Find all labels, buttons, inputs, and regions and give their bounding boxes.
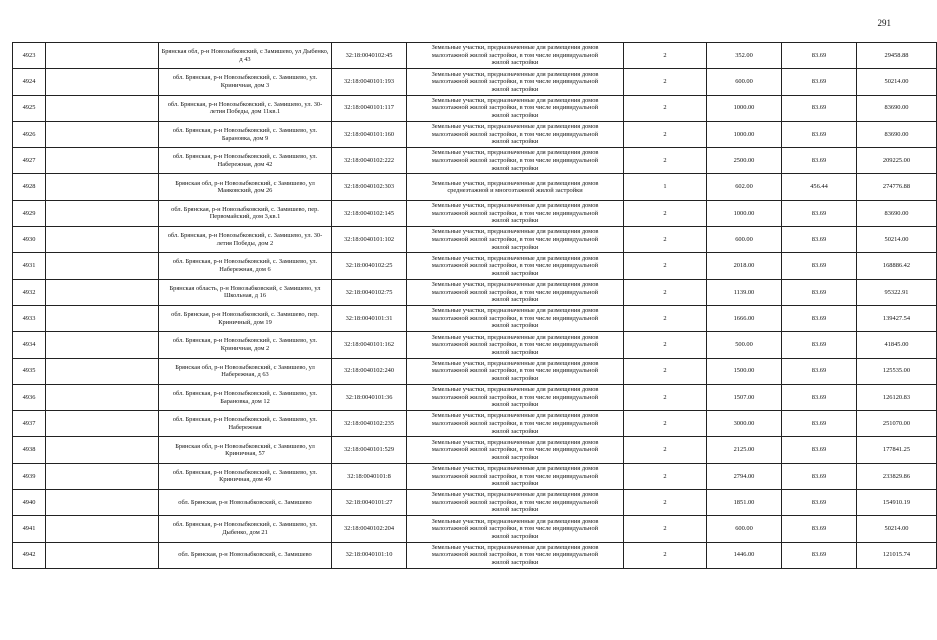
land-use-line: малоэтажной жилой застройки, в том числе индивидуальной: [431, 446, 599, 454]
cadastral-value-cell: 50214.00: [857, 227, 937, 253]
land-use-line: Земельные участки, предназначенные для размещения домов: [431, 179, 599, 187]
land-registry-table: [12, 42, 937, 569]
address-cell: обл. Брянская, р-н Новозыбковский, с. Замишево, ул. 30-летия Победы, дом 2: [159, 227, 332, 253]
blank-cell: [46, 490, 159, 516]
blank-cell: [46, 95, 159, 121]
cadastral-number-cell: 32:18:0040101:160: [332, 121, 407, 147]
land-use-line: малоэтажной жилой застройки, в том числе индивидуальной: [431, 393, 599, 401]
address-cell: обл. Брянская, р-н Новозыбковский, с. Замишево, пер. Первомайский, дом 3,кв.1: [159, 200, 332, 226]
blank-cell: [46, 174, 159, 200]
table-row: [13, 463, 937, 489]
category-cell: 2: [624, 69, 707, 95]
area-cell: 1507.00: [707, 384, 782, 410]
category-cell: 2: [624, 463, 707, 489]
address-cell: Брянская обл, р-н Новозыбковский, с Замишево, ул Дыбенко, д 43: [159, 43, 332, 69]
land-use-cell: [407, 200, 624, 226]
area-cell: 2125.00: [707, 437, 782, 463]
row-number-cell: 4932: [13, 279, 46, 305]
blank-cell: [46, 305, 159, 331]
category-cell: 2: [624, 148, 707, 174]
land-use-line: Земельные участки, предназначенные для размещения домов: [431, 386, 599, 394]
blank-cell: [46, 463, 159, 489]
table-row: [13, 43, 937, 69]
address-cell: обл. Брянская, р-н Новозыбковский, с. Замишево, ул. Набережная: [159, 411, 332, 437]
specific-value-cell: 83.69: [782, 411, 857, 437]
row-number-cell: 4924: [13, 69, 46, 95]
land-use-line: жилой застройки: [491, 348, 539, 356]
land-use-line: Земельные участки, предназначенные для размещения домов: [431, 491, 599, 499]
category-cell: 2: [624, 43, 707, 69]
cadastral-value-cell: 177841.25: [857, 437, 937, 463]
cadastral-value-cell: 251070.00: [857, 411, 937, 437]
land-use-line: Земельные участки, предназначенные для размещения домов: [431, 307, 599, 315]
land-use-line: Земельные участки, предназначенные для размещения домов: [431, 438, 599, 446]
specific-value-cell: 83.69: [782, 358, 857, 384]
land-use-cell: [407, 437, 624, 463]
land-use-line: жилой застройки: [491, 322, 539, 330]
land-use-line: Земельные участки, предназначенные для размещения домов: [431, 465, 599, 472]
address-cell: обл. Брянская, р-н Новозыбковский, с. Замишево: [159, 542, 332, 568]
land-use-cell: [407, 305, 624, 331]
cadastral-value-cell: 83690.00: [857, 95, 937, 121]
land-use-line: Земельные участки, предназначенные для размещения домов: [431, 412, 599, 420]
table-row: [13, 121, 937, 147]
land-use-cell: [407, 332, 624, 358]
land-use-line: Земельные участки, предназначенные для размещения домов: [431, 333, 599, 341]
land-use-line: Земельные участки, предназначенные для размещения домов: [431, 202, 599, 210]
cadastral-number-cell: 32:18:0040102:235: [332, 411, 407, 437]
blank-cell: [46, 121, 159, 147]
category-cell: 2: [624, 542, 707, 568]
table-row: [13, 200, 937, 226]
cadastral-number-cell: 32:18:0040102:45: [332, 43, 407, 69]
category-cell: 2: [624, 305, 707, 331]
area-cell: 352.00: [707, 43, 782, 69]
cadastral-value-cell: 125535.00: [857, 358, 937, 384]
land-use-line: малоэтажной жилой застройки, в том числе индивидуальной: [431, 130, 599, 138]
area-cell: 2018.00: [707, 253, 782, 279]
address-cell: обл. Брянская, р-н Новозыбковский, с. Замишево, пер. Криничный, дом 19: [159, 305, 332, 331]
area-cell: 1446.00: [707, 542, 782, 568]
category-cell: 2: [624, 516, 707, 542]
table-row: [13, 516, 937, 542]
land-use-cell: [407, 516, 624, 542]
area-cell: 600.00: [707, 516, 782, 542]
cadastral-value-cell: 29458.88: [857, 43, 937, 69]
land-use-line: жилой застройки: [491, 427, 539, 435]
land-use-line: жилой застройки: [491, 375, 539, 382]
land-use-cell: [407, 43, 624, 69]
cadastral-number-cell: 32:18:0040101:36: [332, 384, 407, 410]
blank-cell: [46, 516, 159, 542]
table-row: [13, 490, 937, 516]
land-use-line: Земельные участки, предназначенные для размещения домов: [431, 280, 599, 288]
specific-value-cell: 83.69: [782, 227, 857, 253]
land-use-line: малоэтажной жилой застройки, в том числе индивидуальной: [431, 341, 599, 349]
cadastral-value-cell: 274776.88: [857, 174, 937, 200]
cadastral-value-cell: 209225.00: [857, 148, 937, 174]
cadastral-value-cell: 50214.00: [857, 516, 937, 542]
land-use-line: жилой застройки: [491, 559, 539, 567]
category-cell: 2: [624, 200, 707, 226]
land-use-cell: [407, 253, 624, 279]
land-use-line: малоэтажной жилой застройки, в том числе индивидуальной: [431, 157, 599, 165]
blank-cell: [46, 69, 159, 95]
table-row: [13, 542, 937, 568]
cadastral-value-cell: 50214.00: [857, 69, 937, 95]
blank-cell: [46, 411, 159, 437]
cadastral-number-cell: 32:18:0040101:27: [332, 490, 407, 516]
blank-cell: [46, 358, 159, 384]
cadastral-value-cell: 83690.00: [857, 200, 937, 226]
land-use-line: Земельные участки, предназначенные для размещения домов: [431, 70, 599, 78]
area-cell: 1000.00: [707, 121, 782, 147]
land-use-line: жилой застройки: [491, 138, 539, 146]
land-use-cell: [407, 227, 624, 253]
land-use-line: Земельные участки, предназначенные для размещения домов: [431, 517, 599, 525]
area-cell: 2794.00: [707, 463, 782, 489]
row-number-cell: 4926: [13, 121, 46, 147]
table-row: [13, 227, 937, 253]
table-row: [13, 174, 937, 200]
row-number-cell: 4940: [13, 490, 46, 516]
address-cell: обл. Брянская, р-н Новозыбковский, с. Замишево, ул. Набережная, дом 42: [159, 148, 332, 174]
land-use-line: Земельные участки, предназначенные для размещения домов: [431, 44, 599, 52]
area-cell: 2500.00: [707, 148, 782, 174]
cadastral-value-cell: 168886.42: [857, 253, 937, 279]
specific-value-cell: 83.69: [782, 200, 857, 226]
row-number-cell: 4937: [13, 411, 46, 437]
address-cell: обл. Брянская, р-н Новозыбковский, с. Замишево, ул. Криничная, дом 3: [159, 69, 332, 95]
land-use-line: малоэтажной жилой застройки, в том числе индивидуальной: [431, 262, 599, 270]
table-row: [13, 358, 937, 384]
address-cell: обл. Брянская, р-н Новозыбковский, с. Замишево: [159, 490, 332, 516]
land-use-line: среднеэтажной и многоэтажной жилой застройки: [447, 187, 583, 195]
table-row: [13, 279, 937, 305]
land-use-line: жилой застройки: [491, 243, 539, 251]
row-number-cell: 4930: [13, 227, 46, 253]
blank-cell: [46, 542, 159, 568]
category-cell: 2: [624, 490, 707, 516]
address-cell: обл. Брянская, р-н Новозыбковский, с. Замишево, ул. Барановка, дом 9: [159, 121, 332, 147]
category-cell: 2: [624, 279, 707, 305]
land-use-line: малоэтажной жилой застройки, в том числе индивидуальной: [431, 104, 599, 112]
cadastral-value-cell: 126120.83: [857, 384, 937, 410]
land-use-line: Земельные участки, предназначенные для размещения домов: [431, 228, 599, 236]
cadastral-number-cell: 32:18:0040101:529: [332, 437, 407, 463]
category-cell: 2: [624, 437, 707, 463]
row-number-cell: 4942: [13, 542, 46, 568]
land-use-line: Земельные участки, предназначенные для размещения домов: [431, 149, 599, 157]
specific-value-cell: 456.44: [782, 174, 857, 200]
land-use-line: малоэтажной жилой застройки, в том числе индивидуальной: [431, 367, 599, 375]
specific-value-cell: 83.69: [782, 43, 857, 69]
category-cell: 2: [624, 253, 707, 279]
category-cell: 2: [624, 227, 707, 253]
land-use-cell: [407, 279, 624, 305]
land-use-line: малоэтажной жилой застройки, в том числе индивидуальной: [431, 209, 599, 217]
category-cell: 2: [624, 384, 707, 410]
blank-cell: [46, 437, 159, 463]
row-number-cell: 4939: [13, 463, 46, 489]
specific-value-cell: 83.69: [782, 279, 857, 305]
address-cell: Брянская обл, р-н Новозыбковский, с Замишево, ул Криничная, 57: [159, 437, 332, 463]
land-use-line: малоэтажной жилой застройки, в том числе индивидуальной: [431, 314, 599, 322]
area-cell: 600.00: [707, 227, 782, 253]
land-use-line: жилой застройки: [491, 480, 539, 488]
cadastral-number-cell: 32:18:0040101:31: [332, 305, 407, 331]
address-cell: обл. Брянская, р-н Новозыбковский, с. Замишево, ул. Барановка, дом 12: [159, 384, 332, 410]
land-use-cell: [407, 411, 624, 437]
land-use-cell: [407, 174, 624, 200]
specific-value-cell: 83.69: [782, 490, 857, 516]
land-use-cell: [407, 95, 624, 121]
land-use-line: жилой застройки: [491, 85, 539, 93]
address-cell: обл. Брянская, р-н Новозыбковский, с. Замишево, ул. Криничная, дом 2: [159, 332, 332, 358]
land-use-line: малоэтажной жилой застройки, в том числе индивидуальной: [431, 551, 599, 559]
land-use-line: малоэтажной жилой застройки, в том числе индивидуальной: [431, 420, 599, 427]
land-use-cell: [407, 121, 624, 147]
blank-cell: [46, 227, 159, 253]
land-use-line: Земельные участки, предназначенные для размещения домов: [431, 96, 599, 104]
category-cell: 2: [624, 411, 707, 437]
cadastral-number-cell: 32:18:0040102:240: [332, 358, 407, 384]
cadastral-value-cell: 41845.00: [857, 332, 937, 358]
cadastral-number-cell: 32:18:0040102:145: [332, 200, 407, 226]
table-row: [13, 305, 937, 331]
cadastral-number-cell: 32:18:0040101:193: [332, 69, 407, 95]
blank-cell: [46, 200, 159, 226]
cadastral-number-cell: 32:18:0040102:25: [332, 253, 407, 279]
table-row: [13, 148, 937, 174]
blank-cell: [46, 384, 159, 410]
category-cell: 2: [624, 95, 707, 121]
address-cell: Брянская область, р-н Новозыбковский, с Замишево, ул Школьная, д 16: [159, 279, 332, 305]
address-cell: Брянская обл, р-н Новозыбковский, с Замишево, ул Маяковский, дом 26: [159, 174, 332, 200]
land-use-line: Земельные участки, предназначенные для размещения домов: [431, 543, 599, 551]
cadastral-number-cell: 32:18:0040102:75: [332, 279, 407, 305]
cadastral-value-cell: 154910.19: [857, 490, 937, 516]
cadastral-number-cell: 32:18:0040102:222: [332, 148, 407, 174]
area-cell: 1500.00: [707, 358, 782, 384]
specific-value-cell: 83.69: [782, 305, 857, 331]
cadastral-value-cell: 121015.74: [857, 542, 937, 568]
row-number-cell: 4923: [13, 43, 46, 69]
land-use-line: жилой застройки: [491, 269, 539, 277]
table-row: [13, 384, 937, 410]
row-number-cell: 4927: [13, 148, 46, 174]
address-cell: обл. Брянская, р-н Новозыбковский, с. Замишево, ул. 30-летия Победы, дом 11кв.1: [159, 95, 332, 121]
blank-cell: [46, 253, 159, 279]
cadastral-value-cell: 95322.91: [857, 279, 937, 305]
row-number-cell: 4938: [13, 437, 46, 463]
specific-value-cell: 83.69: [782, 148, 857, 174]
land-use-line: малоэтажной жилой застройки, в том числе индивидуальной: [431, 288, 599, 296]
land-use-cell: [407, 463, 624, 489]
row-number-cell: 4928: [13, 174, 46, 200]
row-number-cell: 4925: [13, 95, 46, 121]
specific-value-cell: 83.69: [782, 95, 857, 121]
blank-cell: [46, 43, 159, 69]
category-cell: 2: [624, 358, 707, 384]
table-row: [13, 411, 937, 437]
cadastral-number-cell: 32:18:0040101:8: [332, 463, 407, 489]
cadastral-number-cell: 32:18:0040102:204: [332, 516, 407, 542]
address-cell: обл. Брянская, р-н Новозыбковский, с. Замишево, ул. Криничная, дом 49: [159, 463, 332, 489]
area-cell: 1666.00: [707, 305, 782, 331]
category-cell: 1: [624, 174, 707, 200]
land-use-cell: [407, 384, 624, 410]
address-cell: обл. Брянская, р-н Новозыбковский, с. Замишево, ул. Дыбенко, дом 21: [159, 516, 332, 542]
page-number: 291: [877, 18, 891, 28]
area-cell: 3000.00: [707, 411, 782, 437]
blank-cell: [46, 148, 159, 174]
land-use-line: малоэтажной жилой застройки, в том числе индивидуальной: [431, 472, 599, 480]
area-cell: 602.00: [707, 174, 782, 200]
row-number-cell: 4941: [13, 516, 46, 542]
cadastral-value-cell: 83690.00: [857, 121, 937, 147]
row-number-cell: 4935: [13, 358, 46, 384]
area-cell: 1000.00: [707, 95, 782, 121]
specific-value-cell: 83.69: [782, 516, 857, 542]
table-row: [13, 69, 937, 95]
specific-value-cell: 83.69: [782, 332, 857, 358]
specific-value-cell: 83.69: [782, 253, 857, 279]
row-number-cell: 4936: [13, 384, 46, 410]
blank-cell: [46, 332, 159, 358]
area-cell: 1851.00: [707, 490, 782, 516]
land-use-line: малоэтажной жилой застройки, в том числе индивидуальной: [431, 525, 599, 533]
category-cell: 2: [624, 332, 707, 358]
area-cell: 500.00: [707, 332, 782, 358]
specific-value-cell: 83.69: [782, 542, 857, 568]
cadastral-value-cell: 139427.54: [857, 305, 937, 331]
table-row: [13, 253, 937, 279]
cadastral-number-cell: 32:18:0040101:162: [332, 332, 407, 358]
blank-cell: [46, 279, 159, 305]
area-cell: 600.00: [707, 69, 782, 95]
land-use-line: Земельные участки, предназначенные для размещения домов: [431, 359, 599, 367]
land-use-cell: [407, 490, 624, 516]
cadastral-number-cell: 32:18:0040101:117: [332, 95, 407, 121]
address-cell: обл. Брянская, р-н Новозыбковский, с. Замишево, ул. Набережная, дом 6: [159, 253, 332, 279]
land-use-cell: [407, 69, 624, 95]
land-use-line: Земельные участки, предназначенные для размещения домов: [431, 254, 599, 262]
row-number-cell: 4931: [13, 253, 46, 279]
land-use-line: малоэтажной жилой застройки, в том числе индивидуальной: [431, 235, 599, 243]
specific-value-cell: 83.69: [782, 463, 857, 489]
cadastral-value-cell: 233829.86: [857, 463, 937, 489]
specific-value-cell: 83.69: [782, 121, 857, 147]
specific-value-cell: 83.69: [782, 437, 857, 463]
table-row: [13, 437, 937, 463]
cadastral-number-cell: 32:18:0040101:102: [332, 227, 407, 253]
land-use-line: жилой застройки: [491, 532, 539, 540]
land-use-line: жилой застройки: [491, 217, 539, 225]
land-use-line: жилой застройки: [491, 453, 539, 461]
cadastral-number-cell: 32:18:0040102:303: [332, 174, 407, 200]
land-use-line: малоэтажной жилой застройки, в том числе индивидуальной: [431, 498, 599, 506]
land-use-line: жилой застройки: [491, 164, 539, 172]
land-use-line: малоэтажной жилой застройки, в том числе индивидуальной: [431, 51, 599, 59]
land-use-cell: [407, 542, 624, 568]
land-use-line: Земельные участки, предназначенные для размещения домов: [431, 123, 599, 131]
land-use-cell: [407, 358, 624, 384]
address-cell: Брянская обл, р-н Новозыбковский, с Замишево, ул Набережная, д 63: [159, 358, 332, 384]
row-number-cell: 4933: [13, 305, 46, 331]
specific-value-cell: 83.69: [782, 384, 857, 410]
row-number-cell: 4929: [13, 200, 46, 226]
land-use-line: жилой застройки: [491, 296, 539, 304]
area-cell: 1139.00: [707, 279, 782, 305]
land-use-line: жилой застройки: [491, 112, 539, 120]
land-use-line: малоэтажной жилой застройки, в том числе индивидуальной: [431, 78, 599, 86]
table-row: [13, 95, 937, 121]
category-cell: 2: [624, 121, 707, 147]
table-body: [13, 43, 937, 569]
table-row: [13, 332, 937, 358]
row-number-cell: 4934: [13, 332, 46, 358]
cadastral-number-cell: 32:18:0040101:10: [332, 542, 407, 568]
specific-value-cell: 83.69: [782, 69, 857, 95]
land-use-cell: [407, 148, 624, 174]
land-use-line: жилой застройки: [491, 401, 539, 409]
land-use-line: жилой застройки: [491, 59, 539, 67]
land-use-line: жилой застройки: [491, 506, 539, 514]
area-cell: 1000.00: [707, 200, 782, 226]
